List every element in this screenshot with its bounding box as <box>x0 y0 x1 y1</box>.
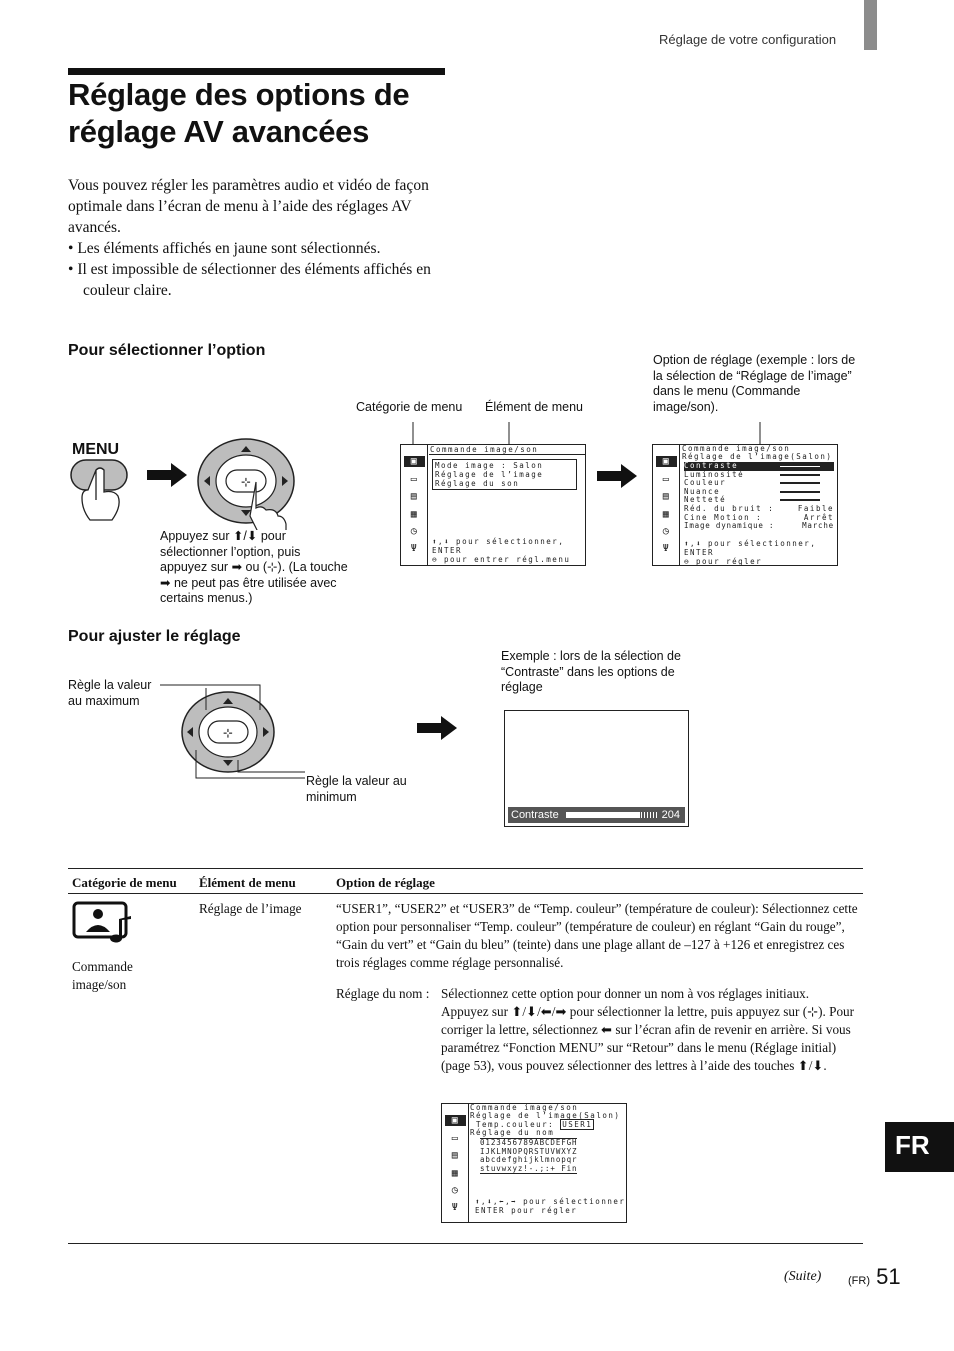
category-label: Commande image/son <box>72 959 133 992</box>
svg-text:⊹: ⊹ <box>240 475 252 489</box>
header-tab-bar <box>864 0 877 50</box>
label-min: Règle la valeur au minimum <box>306 774 407 804</box>
select-heading: Pour sélectionner l’option <box>68 342 266 359</box>
osd-sidebar <box>442 1104 469 1222</box>
menu-button-press-icon <box>66 456 134 534</box>
input-icon: ▤ <box>662 491 671 502</box>
svg-text:⊹: ⊹ <box>222 726 234 740</box>
setup-icon: ▦ <box>410 509 419 520</box>
osd-row: Image dynamique : Marche <box>684 521 834 531</box>
osd-temp-row: Temp.couleur: USER1 <box>476 1119 593 1129</box>
osd-row: Cine Motion : Arrêt <box>684 512 834 522</box>
title-rule <box>68 68 445 75</box>
col-header-item: Élément de menu <box>199 875 296 890</box>
osd-row: Nuance <box>684 488 834 497</box>
example-caption: Exemple : lors de la sélection de “Contraste” dans les options de réglage <box>501 649 681 694</box>
contrast-level-track <box>566 812 658 818</box>
setup-icon: ▦ <box>662 509 671 520</box>
arrow-right-icon <box>597 464 637 488</box>
osd-row: Luminosité <box>684 471 834 480</box>
option-description: “USER1”, “USER2” et “USER3” de “Temp. couleur” (température de couleur): Sélectionnez cette option pour personnaliser “Temp. couleur” (température de couleur) en réglant “Gain du rouge”, “Gain du vert” et “Gain du bleu” (teinte) dans une plage allant de –127 à +126 et enregistrez ces trois réglages comme réglage personnalisé. <box>336 901 858 970</box>
setup-icon: ▦ <box>451 1168 460 1179</box>
label-max: Règle la valeur au maximum <box>68 678 152 708</box>
osd-row-selected: Contraste <box>684 462 834 471</box>
osd-name-screen: ▣ ▭ ▤ ▦ ◷ Ψ Commande image/son Réglage de l’image(Salon) Temp.couleur: USER1 Réglage du nom 0123456789ABCDEFGH IJKLMNOPQRSTUVWXYZ abcdefghijklmnopqr stuvwxyz!-.;:+ Fin ⬆,⬇,⬅,➡ pour sélectionner ENTER pour régler <box>441 1103 627 1223</box>
osd-option-rows <box>684 462 834 531</box>
input-icon: ▤ <box>410 491 419 502</box>
antenna-icon: Ψ <box>662 543 671 554</box>
label-menu-item: Élément de menu <box>485 400 583 414</box>
running-header: Réglage de votre configuration <box>659 32 837 47</box>
osd-sidebar <box>653 445 680 565</box>
language-tab: FR <box>885 1122 954 1172</box>
timer-icon: ◷ <box>451 1185 460 1196</box>
intro-bullet: • Les éléments affichés en jaune sont sélectionnés. <box>68 240 381 257</box>
osd-option-screen: ▣ ▭ ▤ ▦ ◷ Ψ Commande image/son Réglage de l’image(Salon) Contraste Luminosité Couleur Nuance Netteté Réd. du bruit : Faible Cine Motion : Arrêt Image dynamique : Marche ⬆,⬇ pour sélectionner, ENTER ⊖ pour régler <box>652 444 838 566</box>
footer-rule <box>68 1243 863 1244</box>
timer-icon: ◷ <box>410 526 419 537</box>
arrow-right-icon <box>417 716 457 740</box>
menu-button-label: MENU <box>72 441 120 458</box>
osd-title: Commande image/son <box>430 445 539 454</box>
contrast-label: Contraste <box>511 809 559 821</box>
osd-menu-screen: ▣ ▭ ▤ ▦ ◷ Ψ Commande image/son Mode image : Salon Réglage de l’image Réglage du son ⬆,⬇ pour sélectionner, ENTER ⊖ pour entrer régl.menu <box>400 444 586 566</box>
osd-row: Couleur <box>684 479 834 488</box>
intro-bullet: • Il est impossible de sélectionner des éléments affichés en couleur claire. <box>68 261 431 299</box>
remote-caption: Appuyez sur ⬆/⬇ pour sélectionner l’option, puis appuyez sur ➡ ou (⊹). (La touche ➡ ne peut pas être utilisée avec certains menus.) <box>160 529 348 605</box>
channel-icon: ▭ <box>662 474 671 485</box>
arrow-right-icon <box>147 463 187 487</box>
name-setting-label: Réglage du nom : <box>336 986 430 1001</box>
adjust-heading: Pour ajuster le réglage <box>68 628 241 645</box>
osd-item-list: Mode image : Salon Réglage de l’image Réglage du son <box>432 459 577 490</box>
osd-row: Réd. du bruit : Faible <box>684 503 834 513</box>
picture-sound-icon: ▣ <box>656 456 677 467</box>
remote-pad-icon <box>196 438 300 530</box>
antenna-icon: Ψ <box>410 543 419 554</box>
osd-title: Commande image/son <box>682 444 791 453</box>
picture-sound-category-icon <box>72 900 140 946</box>
osd-name-row: Réglage du nom <box>470 1128 555 1138</box>
osd-row: Netteté <box>684 496 834 505</box>
label-menu-category: Catégorie de menu <box>356 400 463 414</box>
page-number: (FR) 51 <box>848 1264 901 1289</box>
osd-subtitle: Réglage de l’image(Salon) <box>682 452 833 461</box>
contrast-value: 204 <box>661 809 680 821</box>
character-grid: 0123456789ABCDEFGH IJKLMNOPQRSTUVWXYZ abcdefghijklmnopqr stuvwxyz!-.;:+ Fin <box>480 1138 578 1173</box>
menu-item-label: Réglage de l’image <box>199 901 302 916</box>
label-option: Option de réglage (exemple : lors de la sélection de “Réglage de l’image” dans le menu (Commande image/son). <box>653 353 856 414</box>
table-header <box>68 868 863 894</box>
timer-icon: ◷ <box>662 526 671 537</box>
col-header-category: Catégorie de menu <box>72 875 177 890</box>
contrast-bar <box>508 807 685 823</box>
channel-icon: ▭ <box>451 1133 460 1144</box>
remote-pad-adjust-icon <box>150 680 310 790</box>
tv-screen-example <box>504 710 689 827</box>
col-header-option: Option de réglage <box>336 875 435 890</box>
input-icon: ▤ <box>451 1150 460 1161</box>
contrast-level-fill <box>566 812 640 818</box>
osd-title: Commande image/son <box>470 1103 579 1112</box>
name-setting-description: Sélectionnez cette option pour donner un nom à vos réglages initiaux. Appuyez sur ⬆/⬇/⬅/➡ pour sélectionner la lettre, puis appuyez sur (⊹). Pour corriger la lettre, sélectionnez ⬅ sur l’écran afin de revenir en arrière. Si vous paramétrez “Fonction MENU” sur “Retour” dans le menu (Réglage initial) (page 53), vous pouvez sélectionner des lettres à l’aide des touches ⬆/⬇. <box>441 986 855 1073</box>
picture-sound-icon: ▣ <box>404 456 425 467</box>
osd-subtitle: Réglage de l’image(Salon) <box>470 1111 621 1121</box>
picture-sound-icon: ▣ <box>445 1115 466 1126</box>
page-title: Réglage des options de réglage AV avancées <box>68 77 410 149</box>
intro-paragraph: Vous pouvez régler les paramètres audio et vidéo de façon optimale dans l’écran de menu à l’aide des réglages AV avancés. <box>68 177 429 236</box>
continued-label: (Suite) <box>784 1269 822 1284</box>
channel-icon: ▭ <box>410 474 419 485</box>
osd-sidebar <box>401 445 428 565</box>
intro <box>68 175 448 301</box>
antenna-icon: Ψ <box>451 1202 460 1213</box>
